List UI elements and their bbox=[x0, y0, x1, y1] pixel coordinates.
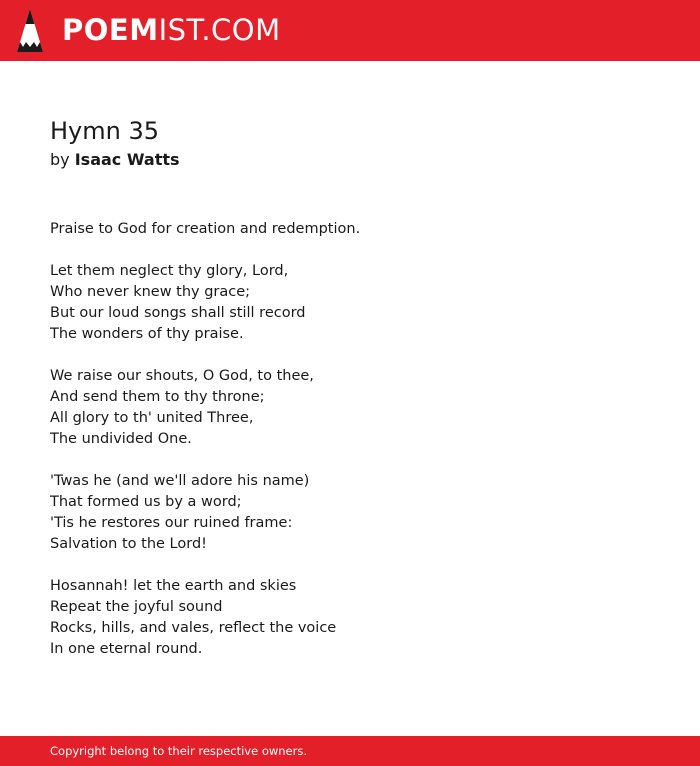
site-footer bbox=[0, 736, 700, 766]
poem-line: But our loud songs shall still record bbox=[50, 305, 306, 321]
poem-byline bbox=[50, 150, 180, 169]
site-logo[interactable] bbox=[62, 13, 281, 47]
copyright-text: Copyright belong to their respective owners. bbox=[50, 744, 308, 758]
poem-line: Salvation to the Lord! bbox=[50, 536, 207, 552]
poem-body bbox=[50, 219, 670, 660]
poem-line: 'Tis he restores our ruined frame: bbox=[50, 515, 293, 531]
poem-line: The undivided One. bbox=[50, 431, 192, 447]
stanza-break bbox=[50, 450, 670, 471]
poem-line: Rocks, hills, and vales, reflect the voice bbox=[50, 620, 337, 636]
poem-line: All glory to th' united Three, bbox=[50, 410, 254, 426]
stanza-break bbox=[50, 555, 670, 576]
poem-line: Repeat the joyful sound bbox=[50, 599, 223, 615]
poem-line: We raise our shouts, O God, to thee, bbox=[50, 368, 314, 384]
author-name: Isaac Watts bbox=[74, 150, 180, 169]
poem-line: 'Twas he (and we'll adore his name) bbox=[50, 473, 310, 489]
poem-line: The wonders of thy praise. bbox=[50, 326, 244, 342]
poem-title: Hymn 35 bbox=[50, 117, 160, 145]
stanza-break bbox=[50, 345, 670, 366]
logo-bold-text: POEM bbox=[62, 13, 159, 47]
poem-line: And send them to thy throne; bbox=[50, 389, 265, 405]
poem-line: Who never knew thy grace; bbox=[50, 284, 251, 300]
poem-line: In one eternal round. bbox=[50, 641, 203, 657]
site-header bbox=[0, 0, 700, 61]
stanza-break bbox=[50, 240, 670, 261]
by-label: by bbox=[50, 150, 70, 169]
pencil-icon[interactable] bbox=[17, 9, 43, 52]
poem-line: Hosannah! let the earth and skies bbox=[50, 578, 297, 594]
logo-light-text: IST.COM bbox=[158, 13, 281, 47]
poem-line: Praise to God for creation and redemption. bbox=[50, 221, 361, 237]
poem-line: That formed us by a word; bbox=[50, 494, 242, 510]
poem-line: Let them neglect thy glory, Lord, bbox=[50, 263, 289, 279]
